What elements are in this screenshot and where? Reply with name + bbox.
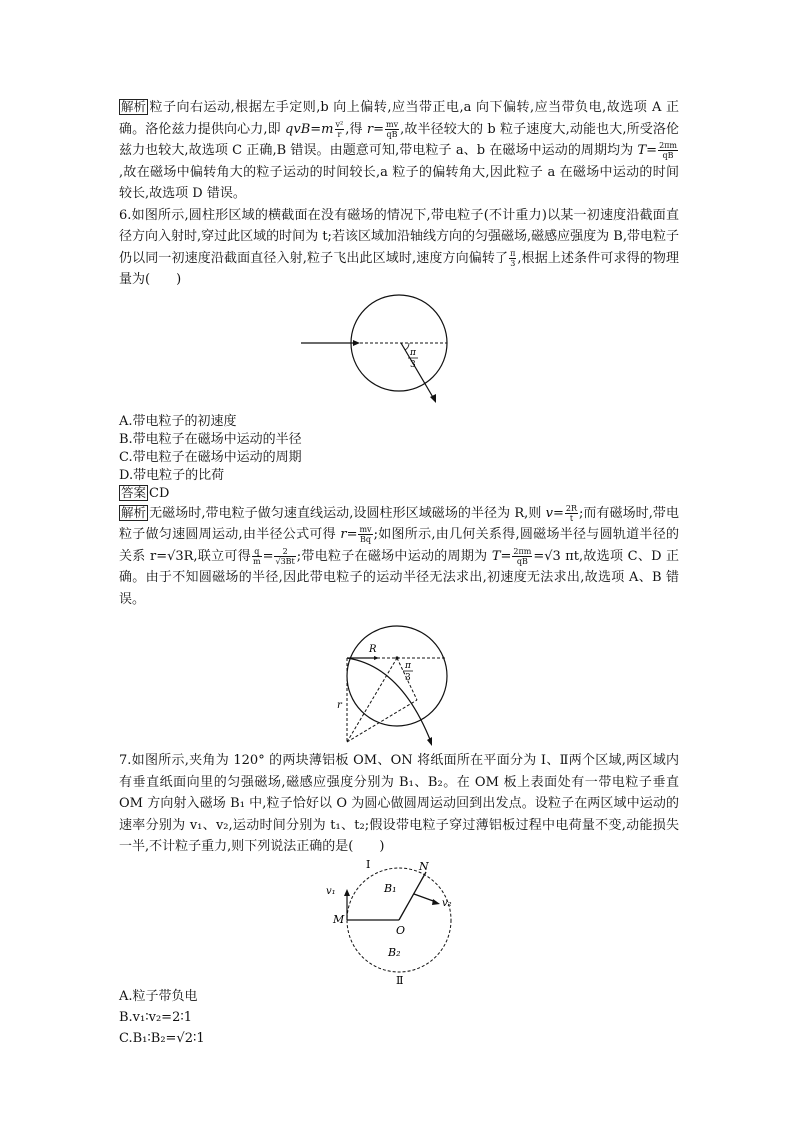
label-region-II: Ⅱ (396, 973, 404, 987)
label-O: O (396, 923, 406, 937)
formula: T= (637, 143, 658, 158)
text: ,故半径较大的 b 粒子速度大,动能也大,所受洛伦兹力也较大,故选项 C 正确,B 错误。由题意可知,带电粒子 a、b 在磁场中运动的周期均为 (119, 121, 680, 158)
figure-q7 (314, 858, 484, 988)
fraction-denominator: t (569, 513, 574, 523)
formula: v= (545, 505, 564, 521)
fraction (658, 141, 678, 160)
fraction-numerator: mv (386, 119, 399, 129)
arrow-head (374, 656, 379, 660)
text: 6.如图所示,圆柱形区域的横截面在没有磁场的情况下,带电粒子(不计重力)以某一初速度沿截面直径方向入射时,穿过此区域的时间为 t;若该区域加沿轴线方向的匀强磁场,磁感应强度为 B,带电粒子仍以同一初速度沿截面直径入射,粒子飞出此区域时,速度方向偏转了 (119, 207, 679, 266)
label-region-I: Ⅰ (366, 857, 371, 871)
fraction-numerator: π (510, 248, 516, 258)
field-circle (347, 626, 447, 726)
q7-option-a: A.粒子带负电 (119, 988, 198, 1004)
q6-option-c: C.带电粒子在磁场中运动的周期 (119, 449, 302, 465)
fraction-denominator: 3 (510, 258, 516, 268)
q7-option-c: C.B₁∶B₂=√2∶1 (119, 1030, 205, 1046)
fraction-numerator: 2R (565, 503, 577, 513)
text: ;如图所示,由几何关系得,圆磁场半径与圆轨道半径的关系 r=√3R,联立可得 (119, 527, 679, 564)
fraction-numerator: v² (335, 119, 344, 129)
fraction (512, 547, 532, 566)
label-v2: v₂ (442, 897, 452, 909)
fraction-numerator: 2πm (513, 546, 532, 556)
fraction-denominator: qB (386, 129, 398, 139)
text: ,故在磁场中偏转角大的粒子运动的时间较长,a 粒子的偏转角大,因此粒子 a 在磁场中运动的时间较长,故选项 D 错误。 (119, 164, 679, 201)
answer-value: CD (149, 485, 170, 501)
text: ,得 (345, 121, 367, 137)
angle-label-den: 3 (410, 359, 416, 370)
fraction-denominator: qB (516, 556, 528, 566)
answer-tag: 答案 (121, 484, 147, 500)
label-M: M (333, 912, 345, 926)
fraction-denominator: m (252, 556, 261, 566)
arrow-head (430, 394, 436, 403)
arrow-head (432, 899, 440, 905)
arrow-head (344, 889, 350, 896)
fraction (252, 547, 262, 566)
radius-line (347, 658, 397, 742)
label-B2: B₂ (388, 945, 401, 959)
angle-arc (405, 343, 409, 350)
figure-q6-circle (289, 293, 509, 413)
fraction-denominator: Bq (360, 535, 372, 544)
fraction (274, 547, 295, 566)
fraction-denominator: r (337, 129, 342, 139)
formula: r= (366, 121, 384, 137)
formula: T= (491, 548, 512, 564)
q6-option-a: A.带电粒子的初速度 (119, 413, 237, 429)
document-body (119, 97, 679, 1048)
text: 粒子向右运动,根据左手定则,b 向上偏转,应当带正电,a 向下偏转,应当带负电,故选项 A 正确。洛伦兹力提供向心力,即 (119, 100, 679, 137)
label-R: R (369, 644, 377, 655)
text: ,根据上述条件可求得的物理量为( ) (119, 250, 679, 287)
question-7-stem: 7.如图所示,夹角为 120° 的两块薄铝板 OM、ON 将纸面所在平面分为 Ⅰ、Ⅱ两个区域,两区域内有垂直纸面向里的匀强磁场,磁感应强度分别为 B₁、B₂。在 OM 板上表面处有一带电粒子垂直 OM 方向射入磁场 B₁ 中,粒子恰好以 O 为圆心做圆周运动回到出发点。设粒子在两区域中运动的速率分别为 v₁、v₂,运动时间分别为 t₁、t₂;假设带电粒子穿过薄铝板过程中电荷量不变,动能损失一半,不计粒子重力,则下列说法正确的是( ) (119, 753, 679, 854)
angle-label-num: π (410, 347, 416, 358)
analysis-tag: 解析 (121, 99, 147, 114)
center-dot (395, 656, 398, 659)
angle-label-num: π (405, 661, 411, 671)
analysis-tag: 解析 (121, 504, 147, 520)
q6-analysis (119, 503, 679, 611)
angle-label-den: 3 (405, 673, 411, 683)
q6-option-b: B.带电粒子在磁场中运动的半径 (119, 431, 302, 447)
analysis-paragraph-q5 (119, 97, 679, 205)
q7-option-b: B.v₁∶v₂=2∶1 (119, 1009, 192, 1025)
question-6-stem (119, 205, 679, 291)
fraction (335, 120, 345, 139)
fraction (385, 120, 399, 139)
plate-ON (399, 872, 426, 920)
fraction-numerator: mv (359, 525, 372, 534)
fraction-numerator: 2 (274, 547, 295, 557)
fraction (509, 249, 516, 268)
label-N: N (419, 859, 429, 873)
text: =√3 πt,故选项 C、D 正确。由于不知圆磁场的半径,因此带电粒子的运动半径无法求出,初速度无法求出,故选项 A、B 错误。 (119, 548, 679, 607)
text: ;带电粒子在磁场中运动的周期为 (296, 548, 492, 564)
text: ;而有磁场时,带电粒子做匀速圆周运动,由半径公式可得 (119, 505, 679, 542)
text: 无磁场时,带电粒子做匀速直线运动,设圆柱形区域磁场的半径为 R,则 (149, 505, 546, 521)
label-r: r (337, 700, 342, 711)
q6-option-d: D.带电粒子的比荷 (119, 467, 225, 483)
fraction-numerator: q (252, 547, 262, 557)
fraction-denominator: √3Bt (275, 556, 295, 566)
fraction (358, 525, 372, 544)
q6-answer (119, 485, 679, 503)
fraction (565, 504, 578, 523)
fraction-denominator: qB (662, 151, 674, 160)
fraction-numerator: 2πm (659, 141, 677, 150)
figure-q6-analysis (319, 616, 479, 748)
formula: r= (340, 527, 358, 542)
arrow-head (353, 340, 360, 346)
label-B1: B₁ (384, 881, 397, 895)
label-v1: v₁ (326, 885, 336, 897)
text: = (262, 548, 274, 564)
formula: qvB=m (285, 121, 334, 137)
